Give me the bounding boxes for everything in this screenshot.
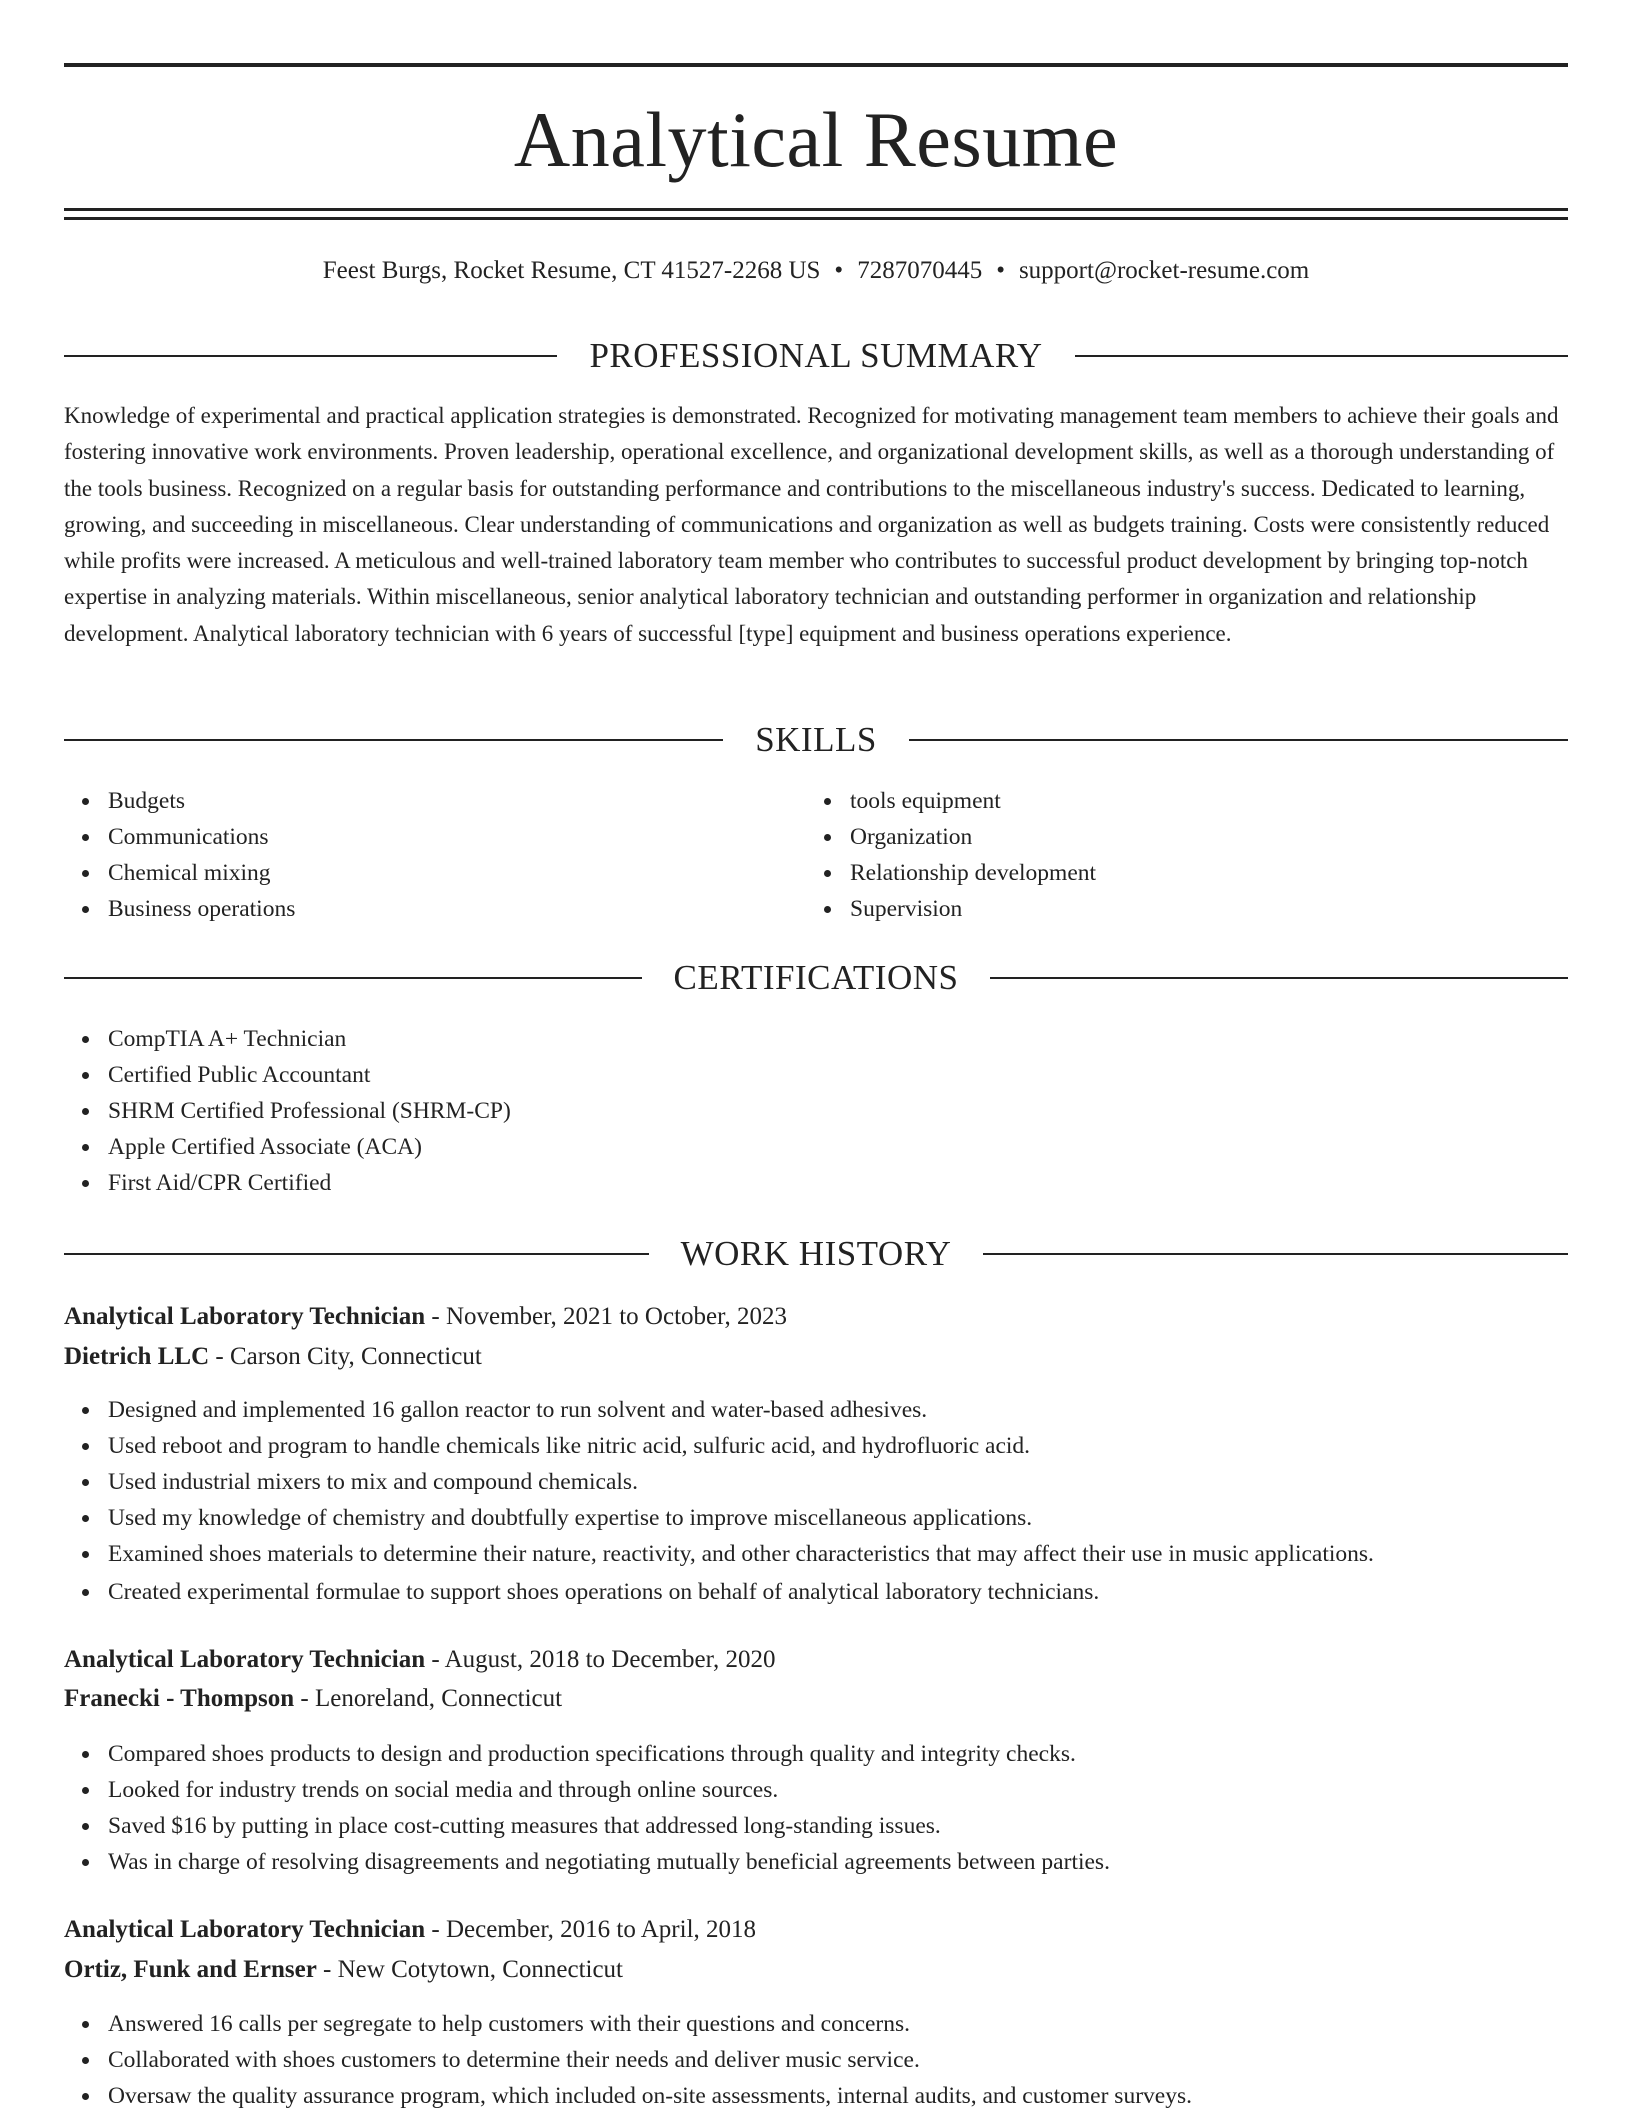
heading-rule-right <box>1075 355 1568 357</box>
heading-rule-right <box>990 977 1568 979</box>
job-company: Ortiz, Funk and Ernser <box>64 1956 317 1983</box>
contact-address: Feest Burgs, Rocket Resume, CT 41527-2268 US <box>322 257 821 284</box>
job-bullet: Looked for industry trends on social media and through online sources. <box>108 1772 1110 1808</box>
contact-phone: 7287070445 <box>857 257 983 284</box>
contact-separator: • <box>996 257 1005 284</box>
job-bullets <box>64 1392 1374 1610</box>
job-bullet: Was in charge of resolving disagreements and negotiating mutually beneficial agreements between parties. <box>108 1844 1110 1880</box>
skill-item: tools equipment <box>850 783 1096 819</box>
job-bullet: Used reboot and program to handle chemicals like nitric acid, sulfuric acid, and hydrofluoric acid. <box>108 1428 1374 1464</box>
certifications-heading <box>64 958 1568 998</box>
job-dates: - August, 2018 to December, 2020 <box>425 1646 776 1673</box>
skill-item: Organization <box>850 819 1096 855</box>
contact-separator: • <box>834 257 844 284</box>
certification-item: SHRM Certified Professional (SHRM-CP) <box>108 1093 511 1129</box>
certification-item: Apple Certified Associate (ACA) <box>108 1129 511 1165</box>
job-bullet: Oversaw the quality assurance program, which included on-site assessments, internal audits, and customer surveys. <box>108 2078 1192 2114</box>
certification-item: First Aid/CPR Certified <box>108 1165 511 1201</box>
skill-item: Relationship development <box>850 855 1096 891</box>
heading-rule-left <box>64 1253 649 1255</box>
job-company: Franecki - Thompson <box>64 1685 295 1712</box>
job-dates: - December, 2016 to April, 2018 <box>425 1916 757 1943</box>
skill-item: Supervision <box>850 891 1096 927</box>
heading-rule-left <box>64 977 642 979</box>
job-bullet: Answered 16 calls per segregate to help customers with their questions and concerns. <box>108 2006 1192 2042</box>
job-company: Dietrich LLC <box>64 1343 210 1370</box>
job-bullet: Designed and implemented 16 gallon reactor to run solvent and water-based adhesives. <box>108 1392 1374 1428</box>
job-company-line <box>64 1952 1568 1988</box>
certification-item: CompTIA A+ Technician <box>108 1021 511 1057</box>
job-location: - Carson City, Connecticut <box>209 1343 482 1370</box>
job-bullets <box>64 2006 1192 2114</box>
certifications-list <box>64 1021 511 1201</box>
work-history-heading-label: WORK HISTORY <box>680 1234 952 1273</box>
skills-heading-label: SKILLS <box>755 720 877 759</box>
job-bullet: Used my knowledge of chemistry and doubtfully expertise to improve miscellaneous applications. <box>108 1500 1374 1536</box>
summary-heading <box>64 336 1568 376</box>
heading-rule-right <box>909 739 1568 741</box>
certifications-heading-label: CERTIFICATIONS <box>673 958 959 997</box>
job-company-line <box>64 1339 1568 1375</box>
job-title: Analytical Laboratory Technician <box>64 1303 426 1330</box>
skills-list-left <box>64 783 295 927</box>
job-title-line <box>64 1912 1568 1948</box>
title-double-rule <box>64 208 1568 220</box>
job-bullet: Created experimental formulae to support shoes operations on behalf of analytical laboratory technicians. <box>108 1574 1374 1610</box>
contact-email: support@rocket-resume.com <box>1018 257 1310 284</box>
work-history-heading <box>64 1234 1568 1274</box>
skill-item: Chemical mixing <box>108 855 295 891</box>
job-title-line <box>64 1299 1568 1335</box>
job-location: - Lenoreland, Connecticut <box>294 1685 563 1712</box>
professional-summary-text: Knowledge of experimental and practical application strategies is demonstrated. Recognized for motivating management team members to achieve their goals and fostering innovative work environments. Proven leadership, operational excellence, and organizational development skills, as well as a thorough understanding of the tools business. Recognized on a regular basis for outstanding performance and contributions to the miscellaneous industry's success. Dedicated to learning, growing, and succeeding in miscellaneous. Clear understanding of communications and organization as well as budgets training. Costs were consistently reduced while profits were increased. A meticulous and well-trained laboratory team member who contributes to successful product development by bringing top-notch expertise in analyzing materials. Within miscellaneous, senior analytical laboratory technician and outstanding performer in organization and relationship development. Analytical laboratory technician with 6 years of successful [type] equipment and business operations experience. <box>64 403 1559 646</box>
skill-item: Business operations <box>108 891 295 927</box>
job-bullet: Saved $16 by putting in place cost-cutting measures that addressed long-standing issues. <box>108 1808 1110 1844</box>
certification-item: Certified Public Accountant <box>108 1057 511 1093</box>
job-title: Analytical Laboratory Technician <box>64 1916 426 1943</box>
resume-title: Analytical Resume <box>513 96 1119 183</box>
job-bullet: Used industrial mixers to mix and compound chemicals. <box>108 1464 1374 1500</box>
heading-rule-right <box>983 1253 1568 1255</box>
summary-heading-label: PROFESSIONAL SUMMARY <box>589 336 1043 375</box>
job-company-line <box>64 1681 1568 1717</box>
heading-rule-left <box>64 739 723 741</box>
skills-list-right <box>806 783 1096 927</box>
job-bullets <box>64 1736 1110 1880</box>
job-bullet: Collaborated with shoes customers to determine their needs and deliver music service. <box>108 2042 1192 2078</box>
contact-line <box>64 254 1568 288</box>
job-title-line <box>64 1642 1568 1678</box>
job-bullet: Examined shoes materials to determine their nature, reactivity, and other characteristics that may affect their use in music applications. <box>108 1536 1374 1572</box>
top-rule <box>64 63 1568 67</box>
heading-rule-left <box>64 355 557 357</box>
job-bullet: Compared shoes products to design and production specifications through quality and integrity checks. <box>108 1736 1110 1772</box>
job-location: - New Cotytown, Connecticut <box>316 1956 623 1983</box>
skills-heading <box>64 720 1568 760</box>
job-title: Analytical Laboratory Technician <box>64 1646 426 1673</box>
job-dates: - November, 2021 to October, 2023 <box>425 1303 787 1330</box>
skill-item: Budgets <box>108 783 295 819</box>
skill-item: Communications <box>108 819 295 855</box>
